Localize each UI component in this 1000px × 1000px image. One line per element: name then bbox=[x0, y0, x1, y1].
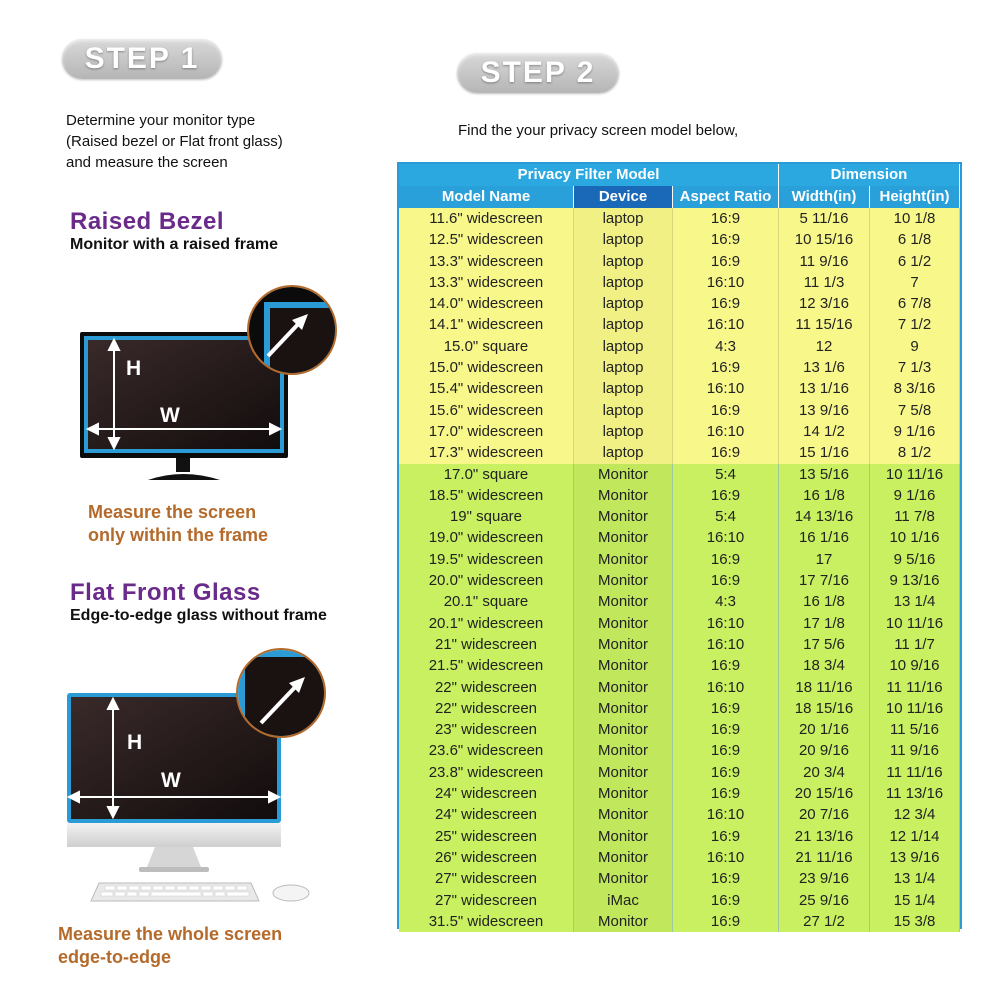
flat-front-glass-subtitle: Edge-to-edge glass without frame bbox=[70, 607, 327, 624]
height-cell: 10 1/16 bbox=[870, 527, 960, 548]
width-cell: 18 3/4 bbox=[779, 655, 870, 676]
table-row bbox=[399, 357, 960, 378]
aspect-ratio-cell: 16:9 bbox=[673, 293, 779, 314]
width-label: W bbox=[160, 404, 180, 427]
flat-front-glass-measure-note bbox=[58, 923, 282, 969]
device-cell: Monitor bbox=[574, 698, 673, 719]
model-name-cell: 19.0" widescreen bbox=[399, 527, 574, 548]
column-header-device: Device bbox=[574, 186, 673, 208]
model-name-cell: 27" widescreen bbox=[399, 868, 574, 889]
table-row bbox=[399, 421, 960, 442]
width-cell: 11 1/3 bbox=[779, 272, 870, 293]
table-row bbox=[399, 527, 960, 548]
height-cell: 11 13/16 bbox=[870, 783, 960, 804]
height-cell: 9 1/16 bbox=[870, 421, 960, 442]
device-cell: laptop bbox=[574, 421, 673, 442]
table-column-header bbox=[399, 186, 960, 208]
table-row bbox=[399, 868, 960, 889]
model-name-cell: 23.6" widescreen bbox=[399, 740, 574, 761]
device-cell: Monitor bbox=[574, 613, 673, 634]
width-cell: 5 11/16 bbox=[779, 208, 870, 229]
table-row bbox=[399, 591, 960, 612]
height-cell: 6 1/8 bbox=[870, 229, 960, 250]
width-label: W bbox=[161, 769, 181, 792]
width-cell: 18 11/16 bbox=[779, 677, 870, 698]
device-cell: Monitor bbox=[574, 911, 673, 932]
aspect-ratio-cell: 16:10 bbox=[673, 804, 779, 825]
device-cell: laptop bbox=[574, 400, 673, 421]
model-name-cell: 20.0" widescreen bbox=[399, 570, 574, 591]
device-cell: Monitor bbox=[574, 570, 673, 591]
model-name-cell: 31.5" widescreen bbox=[399, 911, 574, 932]
model-name-cell: 25" widescreen bbox=[399, 826, 574, 847]
width-cell: 18 15/16 bbox=[779, 698, 870, 719]
aspect-ratio-cell: 16:10 bbox=[673, 527, 779, 548]
model-name-cell: 14.0" widescreen bbox=[399, 293, 574, 314]
width-cell: 17 5/6 bbox=[779, 634, 870, 655]
raised-bezel-monitor-illustration bbox=[70, 280, 350, 490]
aspect-ratio-cell: 16:10 bbox=[673, 421, 779, 442]
height-cell: 7 1/2 bbox=[870, 314, 960, 335]
device-cell: Monitor bbox=[574, 549, 673, 570]
device-cell: Monitor bbox=[574, 826, 673, 847]
aspect-ratio-cell: 16:10 bbox=[673, 272, 779, 293]
device-cell: Monitor bbox=[574, 506, 673, 527]
model-name-cell: 13.3" widescreen bbox=[399, 251, 574, 272]
width-cell: 20 15/16 bbox=[779, 783, 870, 804]
model-name-cell: 21.5" widescreen bbox=[399, 655, 574, 676]
height-label: H bbox=[126, 357, 142, 380]
height-cell: 12 3/4 bbox=[870, 804, 960, 825]
device-cell: Monitor bbox=[574, 464, 673, 485]
width-cell: 11 15/16 bbox=[779, 314, 870, 335]
column-header-width: Width(in) bbox=[779, 186, 870, 208]
step-1-instructions bbox=[66, 110, 396, 173]
device-cell: Monitor bbox=[574, 655, 673, 676]
aspect-ratio-cell: 16:9 bbox=[673, 698, 779, 719]
table-row bbox=[399, 762, 960, 783]
aspect-ratio-cell: 4:3 bbox=[673, 336, 779, 357]
device-cell: Monitor bbox=[574, 634, 673, 655]
keyboard-icon bbox=[91, 883, 259, 901]
table-row bbox=[399, 719, 960, 740]
aspect-ratio-cell: 16:10 bbox=[673, 847, 779, 868]
raised-bezel-measure-note bbox=[88, 501, 268, 547]
device-cell: Monitor bbox=[574, 677, 673, 698]
aspect-ratio-cell: 16:9 bbox=[673, 357, 779, 378]
table-row bbox=[399, 485, 960, 506]
width-cell: 17 7/16 bbox=[779, 570, 870, 591]
model-name-cell: 20.1" square bbox=[399, 591, 574, 612]
aspect-ratio-cell: 16:9 bbox=[673, 442, 779, 463]
table-row bbox=[399, 506, 960, 527]
device-cell: Monitor bbox=[574, 527, 673, 548]
model-name-cell: 12.5" widescreen bbox=[399, 229, 574, 250]
device-cell: laptop bbox=[574, 314, 673, 335]
width-cell: 13 9/16 bbox=[779, 400, 870, 421]
width-cell: 25 9/16 bbox=[779, 890, 870, 911]
model-name-cell: 17.0" square bbox=[399, 464, 574, 485]
aspect-ratio-cell: 16:10 bbox=[673, 634, 779, 655]
height-cell: 13 9/16 bbox=[870, 847, 960, 868]
height-cell: 11 7/8 bbox=[870, 506, 960, 527]
width-cell: 13 1/6 bbox=[779, 357, 870, 378]
device-cell: laptop bbox=[574, 336, 673, 357]
model-name-cell: 17.0" widescreen bbox=[399, 421, 574, 442]
table-row bbox=[399, 442, 960, 463]
aspect-ratio-cell: 16:9 bbox=[673, 208, 779, 229]
height-cell: 11 5/16 bbox=[870, 719, 960, 740]
device-cell: laptop bbox=[574, 229, 673, 250]
flat-glass-monitor-illustration bbox=[55, 645, 345, 915]
device-cell: Monitor bbox=[574, 847, 673, 868]
height-cell: 15 1/4 bbox=[870, 890, 960, 911]
width-cell: 13 1/16 bbox=[779, 378, 870, 399]
height-cell: 6 1/2 bbox=[870, 251, 960, 272]
aspect-ratio-cell: 16:9 bbox=[673, 655, 779, 676]
height-cell: 10 1/8 bbox=[870, 208, 960, 229]
measure-line: Measure the whole screen bbox=[58, 924, 283, 944]
device-cell: Monitor bbox=[574, 591, 673, 612]
table-row bbox=[399, 804, 960, 825]
model-name-cell: 15.0" square bbox=[399, 336, 574, 357]
measure-line: Measure the screen bbox=[88, 502, 257, 522]
width-cell: 14 1/2 bbox=[779, 421, 870, 442]
aspect-ratio-cell: 16:9 bbox=[673, 826, 779, 847]
model-name-cell: 18.5" widescreen bbox=[399, 485, 574, 506]
height-cell: 6 7/8 bbox=[870, 293, 960, 314]
group-header-dimension: Dimension bbox=[779, 164, 960, 186]
aspect-ratio-cell: 16:9 bbox=[673, 549, 779, 570]
model-name-cell: 11.6" widescreen bbox=[399, 208, 574, 229]
height-cell: 13 1/4 bbox=[870, 591, 960, 612]
height-cell: 9 13/16 bbox=[870, 570, 960, 591]
device-cell: Monitor bbox=[574, 868, 673, 889]
model-name-cell: 22" widescreen bbox=[399, 677, 574, 698]
device-cell: Monitor bbox=[574, 485, 673, 506]
aspect-ratio-cell: 16:10 bbox=[673, 613, 779, 634]
model-name-cell: 22" widescreen bbox=[399, 698, 574, 719]
width-cell: 20 9/16 bbox=[779, 740, 870, 761]
height-cell: 10 9/16 bbox=[870, 655, 960, 676]
aspect-ratio-cell: 16:9 bbox=[673, 911, 779, 932]
height-cell: 12 1/14 bbox=[870, 826, 960, 847]
table-row bbox=[399, 464, 960, 485]
raised-bezel-subtitle: Monitor with a raised frame bbox=[70, 236, 279, 253]
device-cell: Monitor bbox=[574, 804, 673, 825]
device-cell: laptop bbox=[574, 442, 673, 463]
step-2-instructions: Find the your privacy screen model below, bbox=[458, 122, 739, 139]
aspect-ratio-cell: 16:9 bbox=[673, 400, 779, 421]
table-row bbox=[399, 336, 960, 357]
height-cell: 10 11/16 bbox=[870, 464, 960, 485]
table-row bbox=[399, 293, 960, 314]
height-cell: 9 1/16 bbox=[870, 485, 960, 506]
model-name-cell: 13.3" widescreen bbox=[399, 272, 574, 293]
table-row bbox=[399, 570, 960, 591]
width-cell: 20 3/4 bbox=[779, 762, 870, 783]
column-header-model-name: Model Name bbox=[399, 186, 574, 208]
table-row bbox=[399, 847, 960, 868]
model-name-cell: 15.4" widescreen bbox=[399, 378, 574, 399]
height-cell: 7 1/3 bbox=[870, 357, 960, 378]
aspect-ratio-cell: 16:10 bbox=[673, 677, 779, 698]
column-header-height: Height(in) bbox=[870, 186, 960, 208]
aspect-ratio-cell: 16:10 bbox=[673, 378, 779, 399]
width-cell: 20 1/16 bbox=[779, 719, 870, 740]
device-cell: laptop bbox=[574, 208, 673, 229]
height-cell: 8 1/2 bbox=[870, 442, 960, 463]
model-name-cell: 14.1" widescreen bbox=[399, 314, 574, 335]
aspect-ratio-cell: 16:9 bbox=[673, 570, 779, 591]
step-1-badge: STEP 1 bbox=[62, 39, 222, 79]
table-row bbox=[399, 826, 960, 847]
height-cell: 8 3/16 bbox=[870, 378, 960, 399]
device-cell: laptop bbox=[574, 293, 673, 314]
width-cell: 20 7/16 bbox=[779, 804, 870, 825]
aspect-ratio-cell: 16:9 bbox=[673, 740, 779, 761]
width-cell: 17 bbox=[779, 549, 870, 570]
device-cell: Monitor bbox=[574, 719, 673, 740]
device-cell: laptop bbox=[574, 272, 673, 293]
width-cell: 23 9/16 bbox=[779, 868, 870, 889]
model-name-cell: 24" widescreen bbox=[399, 804, 574, 825]
aspect-ratio-cell: 5:4 bbox=[673, 506, 779, 527]
table-row bbox=[399, 911, 960, 932]
privacy-filter-size-table bbox=[397, 162, 962, 929]
measure-line: edge-to-edge bbox=[58, 947, 172, 967]
flat-front-glass-title: Flat Front Glass bbox=[70, 579, 261, 606]
height-label: H bbox=[127, 731, 143, 754]
aspect-ratio-cell: 16:9 bbox=[673, 719, 779, 740]
model-name-cell: 20.1" widescreen bbox=[399, 613, 574, 634]
width-cell: 12 3/16 bbox=[779, 293, 870, 314]
table-row bbox=[399, 251, 960, 272]
group-header-model: Privacy Filter Model bbox=[399, 164, 779, 186]
table-row bbox=[399, 634, 960, 655]
aspect-ratio-cell: 16:9 bbox=[673, 485, 779, 506]
width-cell: 13 5/16 bbox=[779, 464, 870, 485]
device-cell: Monitor bbox=[574, 740, 673, 761]
model-name-cell: 15.0" widescreen bbox=[399, 357, 574, 378]
height-cell: 7 bbox=[870, 272, 960, 293]
height-cell: 11 11/16 bbox=[870, 677, 960, 698]
height-cell: 11 11/16 bbox=[870, 762, 960, 783]
height-cell: 15 3/8 bbox=[870, 911, 960, 932]
table-row bbox=[399, 655, 960, 676]
device-cell: iMac bbox=[574, 890, 673, 911]
width-cell: 12 bbox=[779, 336, 870, 357]
aspect-ratio-cell: 16:9 bbox=[673, 251, 779, 272]
height-cell: 9 bbox=[870, 336, 960, 357]
intro-line: Determine your monitor type bbox=[66, 112, 256, 129]
intro-line: (Raised bezel or Flat front glass) bbox=[66, 133, 283, 150]
table-row bbox=[399, 229, 960, 250]
height-cell: 11 1/7 bbox=[870, 634, 960, 655]
height-cell: 13 1/4 bbox=[870, 868, 960, 889]
table-row bbox=[399, 549, 960, 570]
model-name-cell: 26" widescreen bbox=[399, 847, 574, 868]
model-name-cell: 27" widescreen bbox=[399, 890, 574, 911]
width-cell: 11 9/16 bbox=[779, 251, 870, 272]
height-cell: 10 11/16 bbox=[870, 698, 960, 719]
mouse-icon bbox=[273, 885, 309, 901]
width-cell: 14 13/16 bbox=[779, 506, 870, 527]
aspect-ratio-cell: 5:4 bbox=[673, 464, 779, 485]
height-cell: 9 5/16 bbox=[870, 549, 960, 570]
model-name-cell: 23.8" widescreen bbox=[399, 762, 574, 783]
aspect-ratio-cell: 16:10 bbox=[673, 314, 779, 335]
table-row bbox=[399, 272, 960, 293]
device-cell: laptop bbox=[574, 251, 673, 272]
table-row bbox=[399, 740, 960, 761]
model-name-cell: 17.3" widescreen bbox=[399, 442, 574, 463]
column-header-aspect-ratio: Aspect Ratio bbox=[673, 186, 779, 208]
device-cell: Monitor bbox=[574, 762, 673, 783]
device-cell: Monitor bbox=[574, 783, 673, 804]
width-cell: 21 13/16 bbox=[779, 826, 870, 847]
width-cell: 16 1/16 bbox=[779, 527, 870, 548]
table-row bbox=[399, 613, 960, 634]
aspect-ratio-cell: 16:9 bbox=[673, 229, 779, 250]
height-cell: 11 9/16 bbox=[870, 740, 960, 761]
model-name-cell: 23" widescreen bbox=[399, 719, 574, 740]
model-name-cell: 24" widescreen bbox=[399, 783, 574, 804]
model-name-cell: 19.5" widescreen bbox=[399, 549, 574, 570]
width-cell: 16 1/8 bbox=[779, 591, 870, 612]
table-row bbox=[399, 698, 960, 719]
table-row bbox=[399, 378, 960, 399]
table-row bbox=[399, 208, 960, 229]
raised-bezel-title: Raised Bezel bbox=[70, 208, 225, 235]
width-cell: 27 1/2 bbox=[779, 911, 870, 932]
height-cell: 7 5/8 bbox=[870, 400, 960, 421]
model-name-cell: 19" square bbox=[399, 506, 574, 527]
table-row bbox=[399, 314, 960, 335]
width-cell: 15 1/16 bbox=[779, 442, 870, 463]
table-body bbox=[399, 208, 960, 932]
aspect-ratio-cell: 4:3 bbox=[673, 591, 779, 612]
aspect-ratio-cell: 16:9 bbox=[673, 890, 779, 911]
device-cell: laptop bbox=[574, 357, 673, 378]
model-name-cell: 15.6" widescreen bbox=[399, 400, 574, 421]
width-cell: 10 15/16 bbox=[779, 229, 870, 250]
width-cell: 21 11/16 bbox=[779, 847, 870, 868]
width-cell: 16 1/8 bbox=[779, 485, 870, 506]
aspect-ratio-cell: 16:9 bbox=[673, 783, 779, 804]
table-row bbox=[399, 400, 960, 421]
aspect-ratio-cell: 16:9 bbox=[673, 868, 779, 889]
device-cell: laptop bbox=[574, 378, 673, 399]
table-row bbox=[399, 890, 960, 911]
intro-line: and measure the screen bbox=[66, 154, 228, 171]
table-row bbox=[399, 783, 960, 804]
width-cell: 17 1/8 bbox=[779, 613, 870, 634]
table-row bbox=[399, 677, 960, 698]
model-name-cell: 21" widescreen bbox=[399, 634, 574, 655]
step-2-badge: STEP 2 bbox=[457, 53, 619, 93]
measure-line: only within the frame bbox=[88, 525, 269, 545]
aspect-ratio-cell: 16:9 bbox=[673, 762, 779, 783]
height-cell: 10 11/16 bbox=[870, 613, 960, 634]
table-group-header bbox=[399, 164, 960, 186]
